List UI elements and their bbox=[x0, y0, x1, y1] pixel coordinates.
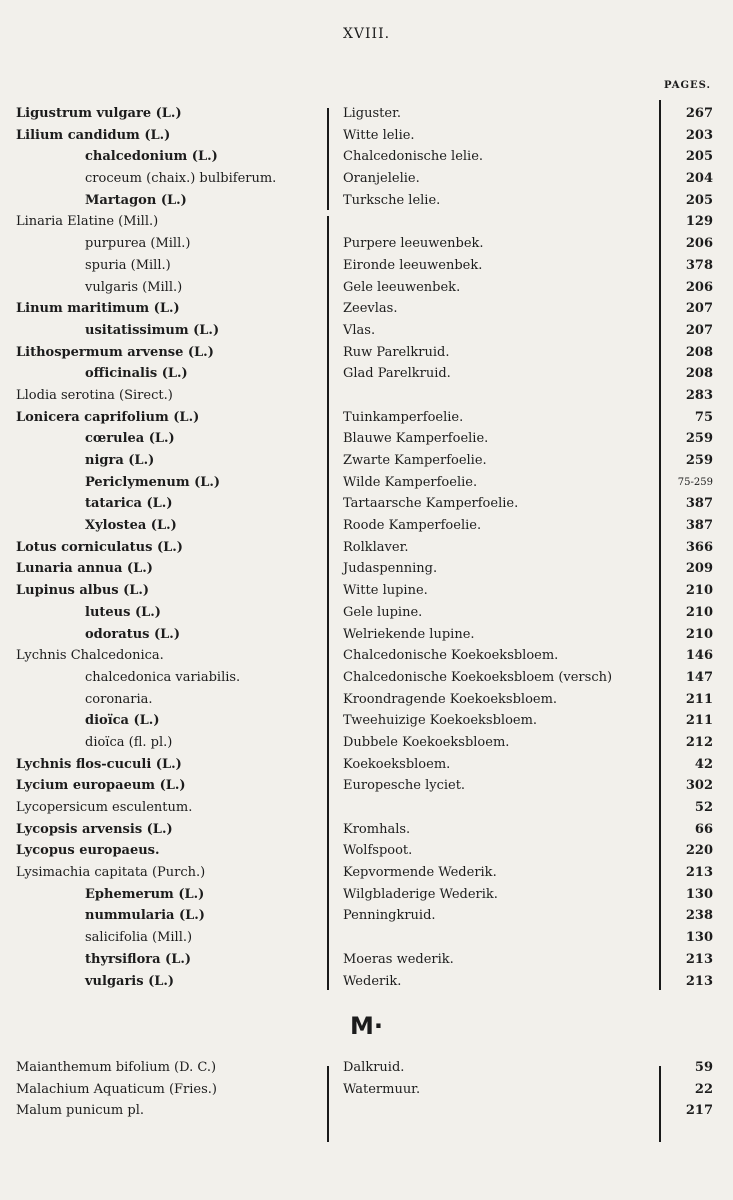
dutch-name: Purpere leeuwenbek. bbox=[343, 236, 484, 252]
index-entry bbox=[0, 537, 733, 559]
dutch-name: Roode Kamperfoelie. bbox=[343, 518, 482, 534]
latin-name: Linaria Elatine (Mill.) bbox=[16, 214, 159, 230]
latin-name: Maianthemum bifolium (D. C.) bbox=[16, 1060, 217, 1075]
dutch-name: Chalcedonische Koekoeksbloem (versch) bbox=[343, 669, 613, 685]
index-entry bbox=[0, 754, 733, 776]
page-number: XVIII. bbox=[342, 26, 391, 42]
dutch-name: Ruw Parelkruid. bbox=[343, 344, 450, 360]
index-entry bbox=[0, 710, 733, 732]
latin-name: Ligustrum vulgare (L.) bbox=[16, 106, 182, 121]
dutch-name: Tuinkamperfoelie. bbox=[343, 409, 464, 425]
page-number-ref: 146 bbox=[685, 648, 713, 664]
index-entry bbox=[0, 971, 733, 993]
dutch-name: Eironde leeuwenbek. bbox=[343, 257, 483, 273]
page-number-ref: 205 bbox=[685, 192, 713, 208]
dutch-name: Wolfspoot. bbox=[343, 843, 413, 859]
dutch-name: Wilde Kamperfoelie. bbox=[343, 474, 478, 490]
index-entry bbox=[0, 927, 733, 949]
index-entry bbox=[0, 103, 733, 125]
dutch-name: Dalkruid. bbox=[343, 1060, 405, 1075]
page-number-ref: 205 bbox=[685, 149, 713, 165]
latin-name: spuria (Mill.) bbox=[85, 257, 171, 273]
column-rule-left-m bbox=[327, 1066, 329, 1142]
latin-name: tatarica (L.) bbox=[85, 496, 173, 512]
dutch-name: Glad Parelkruid. bbox=[343, 366, 451, 382]
dutch-name: Kroondragende Koekoeksbloem. bbox=[343, 691, 558, 707]
dutch-name: Dubbele Koekoeksbloem. bbox=[343, 734, 510, 750]
section-letter-m: M· bbox=[350, 1012, 383, 1040]
page-number-ref: 212 bbox=[685, 734, 713, 750]
page-number-ref: 42 bbox=[694, 756, 713, 772]
page-number-ref: 267 bbox=[685, 106, 713, 121]
dutch-name: Zeevlas. bbox=[343, 301, 398, 317]
latin-name: Lycopersicum esculentum. bbox=[16, 800, 193, 815]
page-number-ref: 259 bbox=[685, 453, 713, 468]
latin-name: Lycopus europaeus. bbox=[16, 843, 160, 859]
index-entry bbox=[0, 450, 733, 472]
page-number-ref: 387 bbox=[685, 496, 713, 512]
dutch-name: Oranjelelie. bbox=[343, 171, 420, 187]
page-number-ref: 283 bbox=[685, 387, 713, 403]
page-number-ref: 213 bbox=[685, 951, 713, 967]
index-entry bbox=[0, 558, 733, 580]
page-number-ref: 213 bbox=[685, 865, 713, 881]
page-number-ref: 130 bbox=[685, 930, 713, 946]
index-entry bbox=[0, 385, 733, 407]
index-entry bbox=[0, 1100, 733, 1122]
index-entry bbox=[0, 146, 733, 168]
dutch-name: Liguster. bbox=[343, 106, 401, 121]
dutch-name: Chalcedonische lelie. bbox=[343, 149, 484, 165]
index-entry bbox=[0, 493, 733, 515]
page-number-ref: 66 bbox=[694, 821, 713, 837]
dutch-name: Koekoeksbloem. bbox=[343, 756, 451, 772]
dutch-name: Welriekende lupine. bbox=[343, 626, 475, 642]
page-number-ref: 207 bbox=[685, 322, 713, 338]
page-number-ref: 203 bbox=[685, 127, 713, 143]
pages-column-label: PAGES. bbox=[663, 80, 711, 91]
index-entry bbox=[0, 667, 733, 689]
dutch-name: Europesche lyciet. bbox=[343, 778, 466, 794]
section-l-list bbox=[0, 103, 733, 992]
index-entry bbox=[0, 840, 733, 862]
page-number-ref: 130 bbox=[685, 886, 713, 902]
page-number-ref: 75-259 bbox=[677, 476, 713, 488]
latin-name: Malum punicum pl. bbox=[16, 1103, 145, 1119]
index-entry bbox=[0, 255, 733, 277]
page-number-ref: 211 bbox=[685, 691, 713, 707]
index-entry bbox=[0, 168, 733, 190]
dutch-name: Kromhals. bbox=[343, 821, 411, 837]
page-number-ref: 208 bbox=[685, 366, 713, 382]
page-number-ref: 259 bbox=[685, 431, 713, 447]
page-number-ref: 75 bbox=[694, 409, 713, 425]
latin-name: Lithospermum arvense (L.) bbox=[16, 344, 214, 360]
latin-name: Lychnis Chalcedonica. bbox=[16, 648, 164, 664]
dutch-name: Wilgbladerige Wederik. bbox=[343, 886, 498, 902]
latin-name: vulgaris (L.) bbox=[85, 973, 175, 989]
page-number-ref: 387 bbox=[685, 518, 713, 534]
latin-name: Linum maritimum (L.) bbox=[16, 301, 180, 317]
index-entry bbox=[0, 363, 733, 385]
index-entry bbox=[0, 689, 733, 711]
latin-name: coronaria. bbox=[85, 691, 153, 707]
page-number-ref: 52 bbox=[694, 800, 713, 815]
latin-name: Lotus corniculatus (L.) bbox=[16, 539, 183, 555]
latin-name: Periclymenum (L.) bbox=[85, 474, 221, 490]
page-number-ref: 59 bbox=[694, 1060, 713, 1075]
latin-name: nummularia (L.) bbox=[85, 908, 205, 924]
index-entry bbox=[0, 732, 733, 754]
page-number-ref: 238 bbox=[685, 908, 713, 924]
index-entry bbox=[0, 905, 733, 927]
latin-name: Lysimachia capitata (Purch.) bbox=[16, 865, 206, 881]
latin-name: Lycium europaeum (L.) bbox=[16, 778, 186, 794]
latin-name: Llodia serotina (Sirect.) bbox=[16, 387, 173, 403]
column-rule-right bbox=[659, 100, 661, 990]
page-number-ref: 209 bbox=[685, 561, 713, 577]
dutch-name: Gele leeuwenbek. bbox=[343, 279, 461, 295]
latin-name: purpurea (Mill.) bbox=[85, 236, 191, 252]
page-number-ref: 213 bbox=[685, 973, 713, 989]
latin-name: Xylostea (L.) bbox=[85, 518, 177, 534]
index-entry bbox=[0, 472, 733, 494]
dutch-name: Wederik. bbox=[343, 973, 402, 989]
page-number-ref: 208 bbox=[685, 344, 713, 360]
page-number-ref: 210 bbox=[685, 583, 713, 599]
dutch-name: Kepvormende Wederik. bbox=[343, 865, 497, 881]
index-entry bbox=[0, 320, 733, 342]
dutch-name: Watermuur. bbox=[343, 1081, 421, 1097]
index-entry bbox=[0, 515, 733, 537]
page-number-ref: 302 bbox=[685, 778, 713, 794]
column-rule-left-upper bbox=[327, 108, 329, 210]
index-entry bbox=[0, 277, 733, 299]
latin-name: Malachium Aquaticum (Fries.) bbox=[16, 1081, 217, 1097]
latin-name: vulgaris (Mill.) bbox=[85, 279, 183, 295]
dutch-name: Gele lupine. bbox=[343, 604, 423, 620]
latin-name: Lunaria annua (L.) bbox=[16, 561, 153, 577]
page-number-ref: 211 bbox=[685, 713, 713, 729]
page-number-ref: 210 bbox=[685, 626, 713, 642]
index-entry bbox=[0, 407, 733, 429]
dutch-name: Judaspenning. bbox=[343, 561, 438, 577]
index-entry bbox=[0, 949, 733, 971]
latin-name: nigra (L.) bbox=[85, 453, 155, 468]
dutch-name: Zwarte Kamperfoelie. bbox=[343, 453, 487, 468]
index-entry bbox=[0, 298, 733, 320]
index-entry bbox=[0, 602, 733, 624]
page-number-ref: 129 bbox=[685, 214, 713, 230]
latin-name: usitatissimum (L.) bbox=[85, 322, 220, 338]
page-number-ref: 147 bbox=[685, 669, 713, 685]
page-number-ref: 204 bbox=[685, 171, 713, 187]
column-rule-right-m bbox=[659, 1066, 661, 1142]
latin-name: dioïca (fl. pl.) bbox=[85, 734, 173, 750]
page-number-ref: 210 bbox=[685, 604, 713, 620]
index-entry bbox=[0, 1079, 733, 1101]
page-number-ref: 378 bbox=[685, 257, 713, 273]
page-number-ref: 207 bbox=[685, 301, 713, 317]
dutch-name: Turksche lelie. bbox=[343, 192, 441, 208]
latin-name: croceum (chaix.) bulbiferum. bbox=[85, 171, 277, 187]
index-entry bbox=[0, 428, 733, 450]
section-m-list bbox=[0, 1057, 733, 1122]
dutch-name: Moeras wederik. bbox=[343, 951, 454, 967]
latin-name: chalcedonica variabilis. bbox=[85, 669, 241, 685]
latin-name: Lupinus albus (L.) bbox=[16, 583, 150, 599]
page-number-ref: 366 bbox=[685, 539, 713, 555]
index-entry bbox=[0, 645, 733, 667]
page-number-ref: 206 bbox=[685, 279, 713, 295]
latin-name: Lilium candidum (L.) bbox=[16, 127, 171, 143]
index-entry bbox=[0, 775, 733, 797]
index-entry bbox=[0, 580, 733, 602]
index-entry bbox=[0, 1057, 733, 1079]
dutch-name: Witte lupine. bbox=[343, 583, 428, 599]
latin-name: thyrsiflora (L.) bbox=[85, 951, 192, 967]
latin-name: Lycopsis arvensis (L.) bbox=[16, 821, 173, 837]
index-entry bbox=[0, 884, 733, 906]
dutch-name: Blauwe Kamperfoelie. bbox=[343, 431, 489, 447]
latin-name: Martagon (L.) bbox=[85, 192, 187, 208]
index-entry bbox=[0, 233, 733, 255]
latin-name: chalcedonium (L.) bbox=[85, 149, 218, 165]
dutch-name: Rolklaver. bbox=[343, 539, 409, 555]
index-entry bbox=[0, 190, 733, 212]
dutch-name: Vlas. bbox=[343, 322, 376, 338]
index-entry bbox=[0, 211, 733, 233]
index-entry bbox=[0, 342, 733, 364]
index-entry bbox=[0, 624, 733, 646]
latin-name: Lychnis flos-cuculi (L.) bbox=[16, 756, 182, 772]
latin-name: officinalis (L.) bbox=[85, 366, 188, 382]
dutch-name: Tartaarsche Kamperfoelie. bbox=[343, 496, 519, 512]
page-number-ref: 206 bbox=[685, 236, 713, 252]
dutch-name: Witte lelie. bbox=[343, 127, 415, 143]
dutch-name: Penningkruid. bbox=[343, 908, 436, 924]
latin-name: Ephemerum (L.) bbox=[85, 886, 205, 902]
latin-name: Lonicera caprifolium (L.) bbox=[16, 409, 200, 425]
latin-name: cœrulea (L.) bbox=[85, 431, 175, 447]
dutch-name: Chalcedonische Koekoeksbloem. bbox=[343, 648, 559, 664]
dutch-name: Tweehuizige Koekoeksbloem. bbox=[343, 713, 538, 729]
column-rule-left-lower bbox=[327, 216, 329, 990]
page-number-ref: 220 bbox=[685, 843, 713, 859]
index-entry bbox=[0, 125, 733, 147]
latin-name: luteus (L.) bbox=[85, 604, 161, 620]
latin-name: dioïca (L.) bbox=[85, 713, 160, 729]
latin-name: salicifolia (Mill.) bbox=[85, 930, 193, 946]
page-number-ref: 22 bbox=[694, 1081, 713, 1097]
index-entry bbox=[0, 862, 733, 884]
index-entry bbox=[0, 819, 733, 841]
page-number-ref: 217 bbox=[685, 1103, 713, 1119]
latin-name: odoratus (L.) bbox=[85, 626, 180, 642]
index-entry bbox=[0, 797, 733, 819]
